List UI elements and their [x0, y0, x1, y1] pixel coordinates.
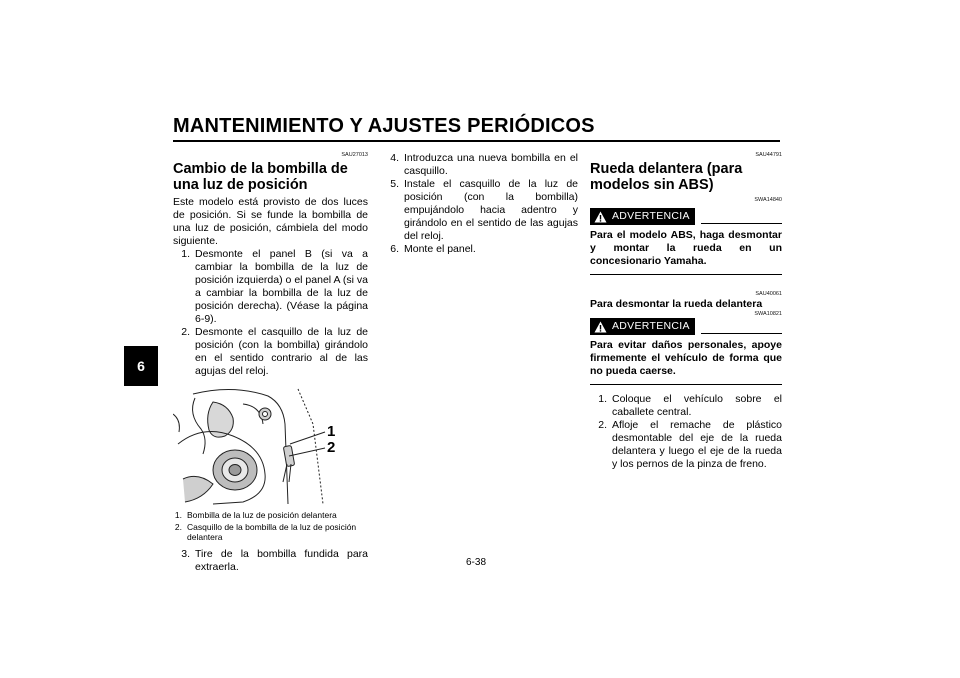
list-text: Desmonte el casquillo de la luz de posición (con la bombilla) girándolo en el sentido contrario al de las agujas del reloj.: [195, 326, 368, 377]
caption-number: 1.: [174, 510, 182, 520]
warning-rule: [701, 223, 782, 224]
list-item: [382, 178, 578, 243]
section-code: SAU27013: [341, 152, 368, 158]
list-text: Monte el panel.: [404, 243, 476, 255]
caption-item: [173, 510, 368, 520]
caption-text: Bombilla de la luz de posición delantera: [187, 510, 337, 520]
list-number: 5.: [390, 178, 399, 190]
list-item: [173, 326, 368, 378]
page-number: 6-38: [466, 557, 487, 568]
list-item: [590, 419, 782, 471]
left-column: [173, 152, 368, 574]
warning-badge: [590, 208, 695, 225]
chapter-tab: 6: [124, 346, 158, 386]
section-heading: Cambio de la bombilla de una luz de posición: [173, 161, 348, 193]
warning-triangle-icon: [594, 321, 607, 333]
caption-number: 2.: [174, 522, 182, 532]
section-code: SAU44791: [755, 152, 782, 158]
list-item: [173, 248, 368, 326]
list-item: [382, 243, 578, 256]
warning-bar: [590, 208, 782, 225]
list-text: Introduzca una nueva bombilla en el casquillo.: [404, 152, 578, 177]
caption-item: [173, 522, 368, 542]
list-item: [382, 152, 578, 178]
header-divider: [173, 140, 780, 142]
warning-rule: [701, 333, 782, 334]
warning-text: Para el modelo ABS, haga desmontar y montar la rueda en un concesionario Yamaha.: [590, 229, 782, 267]
list-number: 3.: [181, 548, 190, 560]
position-light-illustration: [173, 384, 359, 506]
right-column: [590, 152, 782, 471]
list-number: 1.: [598, 393, 607, 405]
list-number: 6.: [390, 243, 399, 255]
list-text: Desmonte el panel B (si va a cambiar la bombilla de la luz de posición izquierda) o el panel A (si va a cambiar la bombilla de la luz de posición derecha). (Véase la página 6-9).: [195, 248, 368, 325]
intro-paragraph: Este modelo está provisto de dos luces de posición. Si se funde la bombilla de una luz de posición, cámbiela del modo siguiente.: [173, 196, 368, 247]
warning-triangle-icon: [594, 211, 607, 223]
subsection-heading: Para desmontar la rueda delantera: [590, 298, 763, 310]
list-number: 1.: [181, 248, 190, 260]
list-number: 2.: [181, 326, 190, 338]
list-text: Coloque el vehículo sobre el caballete central.: [612, 393, 782, 418]
list-number: 4.: [390, 152, 399, 164]
warning-end-rule: [590, 384, 782, 385]
warning-code: SWA10821: [754, 311, 782, 317]
warning-end-rule: [590, 274, 782, 275]
headlight-figure: [173, 384, 359, 506]
list-item: [173, 548, 368, 574]
section-heading: Rueda delantera (para modelos sin ABS): [590, 161, 743, 193]
warning-label: ADVERTENCIA: [612, 320, 690, 332]
list-text: Afloje el remache de plástico desmontable del eje de la rueda delantera y luego el eje de la rueda y los pernos de la pinza de freno.: [612, 419, 782, 470]
page-title: MANTENIMIENTO Y AJUSTES PERIÓDICOS: [173, 115, 595, 137]
subsection-code: SAU40061: [755, 291, 782, 297]
list-text: Tire de la bombilla fundida para extraerla.: [195, 548, 368, 573]
figure-callout-1: 1: [327, 423, 336, 440]
list-item: [590, 393, 782, 419]
figure-callout-2: 2: [327, 439, 336, 456]
warning-badge: [590, 318, 695, 335]
warning-code: SWA14840: [754, 197, 782, 203]
list-number: 2.: [598, 419, 607, 431]
warning-bar: [590, 318, 782, 335]
warning-label: ADVERTENCIA: [612, 210, 690, 222]
warning-text: Para evitar daños personales, apoye firmemente el vehículo de forma que no pueda caerse.: [590, 339, 782, 377]
list-text: Instale el casquillo de la luz de posición (con la bombilla) empujándolo hacia adentro y girándolo en el sentido de las agujas del reloj.: [404, 178, 578, 242]
middle-column: [382, 152, 578, 256]
caption-text: Casquillo de la bombilla de la luz de posición delantera: [187, 522, 357, 542]
